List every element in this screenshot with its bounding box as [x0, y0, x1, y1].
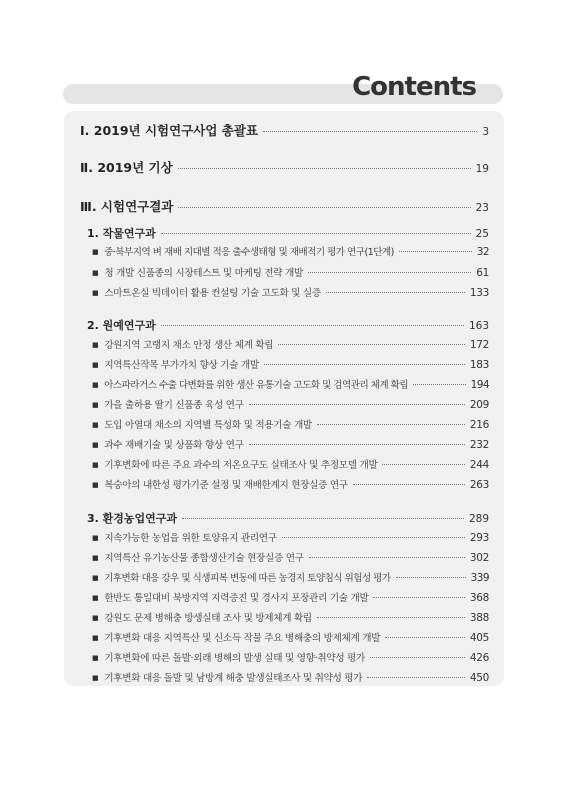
toc-page-number: 163 [468, 320, 489, 332]
toc-page-number: 232 [469, 439, 489, 451]
toc-page-number: 339 [470, 572, 489, 584]
toc-page-number: 194 [470, 379, 489, 391]
leader-dots [263, 131, 477, 132]
page-title: Contents [352, 72, 476, 102]
square-bullet-icon: ■ [92, 441, 99, 449]
leader-dots [249, 444, 465, 445]
toc-item[interactable] [92, 590, 489, 604]
toc-item[interactable] [92, 377, 489, 391]
square-bullet-icon: ■ [92, 381, 99, 389]
leader-dots [399, 251, 472, 252]
square-bullet-icon: ■ [92, 634, 99, 642]
toc-item[interactable] [92, 417, 489, 431]
leader-dots [308, 272, 471, 273]
square-bullet-icon: ■ [92, 289, 99, 297]
toc-subsection-label: 2. 원예연구과 [87, 319, 156, 332]
toc-item-label: 가을 출하용 딸기 신품종 육성 연구 [104, 400, 244, 411]
toc-item-label: 기후변화에 따른 돌발·외래 병해의 발생 실태 및 영향·취약성 평가 [104, 653, 365, 664]
toc-section-label: Ⅰ. 2019년 시험연구사업 총괄표 [80, 123, 258, 138]
leader-dots [367, 677, 465, 678]
toc-item-label: 청 개발 신품종의 시장테스트 및 마케팅 전략 개발 [104, 268, 303, 279]
toc-page-number: 289 [468, 513, 489, 525]
leader-dots [249, 404, 465, 405]
toc-section-label: Ⅱ. 2019년 기상 [80, 160, 173, 175]
leader-dots [317, 617, 465, 618]
toc-item-label: 강원지역 고랭지 채소 안정 생산 체계 확립 [104, 340, 274, 351]
leader-dots [278, 344, 465, 345]
leader-dots [317, 424, 465, 425]
square-bullet-icon: ■ [92, 361, 99, 369]
toc-page-number: 209 [469, 399, 489, 411]
toc-page-number: 3 [482, 126, 489, 138]
toc-item-label: 스마트온실 빅데이터 활용 컨설팅 기술 고도화 및 실증 [104, 288, 321, 299]
leader-dots [182, 518, 464, 519]
toc-page-number: 426 [469, 652, 489, 664]
square-bullet-icon: ■ [92, 674, 99, 682]
toc-page-number: 61 [476, 267, 489, 279]
toc-page-number: 405 [469, 632, 489, 644]
leader-dots [178, 207, 470, 208]
toc-subsection-label: 1. 작물연구과 [87, 227, 156, 240]
toc-page-number: 368 [469, 592, 489, 604]
leader-dots [309, 557, 465, 558]
square-bullet-icon: ■ [92, 421, 99, 429]
toc-section-label: Ⅲ. 시험연구결과 [80, 199, 174, 214]
square-bullet-icon: ■ [92, 401, 99, 409]
toc-page-number: 25 [475, 228, 489, 240]
toc-item-label: 지역특산 유기농산물 종합생산기술 현장실증 연구 [104, 553, 304, 564]
leader-dots [326, 292, 465, 293]
toc-item[interactable] [92, 357, 489, 371]
toc-page-number: 263 [469, 479, 489, 491]
square-bullet-icon: ■ [92, 574, 99, 582]
toc-subsection-3[interactable] [87, 510, 489, 526]
toc-item[interactable] [92, 337, 489, 351]
toc-item-label: 강원도 문제 병해충 방생실태 조사 및 방제체계 확립 [104, 613, 312, 624]
leader-dots [161, 233, 471, 234]
toc-item-label: 기후변화 대응 돌발 및 남방계 해충 발생실태조사 및 취약성 평가 [104, 673, 363, 684]
toc-item-label: 지속가능한 농업을 위한 토양유지 관리연구 [104, 533, 277, 544]
square-bullet-icon: ■ [92, 481, 99, 489]
toc-page-number: 293 [469, 532, 489, 544]
toc-item-label: 한반도 통일대비 북방지역 지력증진 및 경사지 포장관리 기술 개발 [104, 593, 369, 604]
toc-item[interactable] [92, 265, 489, 279]
leader-dots [264, 364, 465, 365]
leader-dots [353, 484, 465, 485]
toc-section-2[interactable] [80, 158, 489, 176]
toc-page-number: 133 [469, 287, 489, 299]
square-bullet-icon: ■ [92, 554, 99, 562]
toc-item-label: 중·북부지역 벼 재배 지대별 적응 출수생태형 및 재배적기 평가 연구(1단계) [104, 247, 394, 258]
toc-page-number: 19 [475, 163, 489, 175]
leader-dots [385, 637, 465, 638]
toc-page-number: 450 [469, 672, 489, 684]
toc-item[interactable] [92, 397, 489, 411]
toc-item[interactable] [92, 610, 489, 624]
square-bullet-icon: ■ [92, 534, 99, 542]
toc-page-number: 216 [469, 419, 489, 431]
leader-dots [413, 384, 466, 385]
leader-dots [370, 657, 465, 658]
toc-section-3[interactable] [80, 197, 489, 215]
toc-item-label: 기후변화 대응 지역특산 및 신소득 작물 주요 병해충의 방제체계 개발 [104, 633, 381, 644]
toc-page-number: 172 [469, 339, 489, 351]
toc-page-number: 32 [476, 246, 489, 258]
toc-item[interactable] [92, 437, 489, 451]
leader-dots [282, 537, 465, 538]
toc-item[interactable] [92, 457, 489, 471]
leader-dots [373, 597, 464, 598]
toc-item[interactable] [92, 570, 489, 584]
square-bullet-icon: ■ [92, 654, 99, 662]
square-bullet-icon: ■ [92, 614, 99, 622]
square-bullet-icon: ■ [92, 594, 99, 602]
toc-item-label: 기후변화 대응 강우 및 식생피복 변동에 따른 농경지 토양침식 위험성 평가 [104, 573, 391, 584]
toc-item[interactable] [92, 550, 489, 564]
square-bullet-icon: ■ [92, 461, 99, 469]
toc-page-number: 244 [469, 459, 489, 471]
toc-section-1[interactable] [80, 121, 489, 139]
toc-page-number: 183 [469, 359, 489, 371]
toc-item-label: 아스파라거스 수출 다변화를 위한 생산 유통기술 고도화 및 검역관리 체계 확립 [104, 380, 409, 391]
leader-dots [396, 577, 466, 578]
toc-item[interactable] [92, 244, 489, 258]
toc-item-label: 복숭아의 내한성 평가기준 설정 및 재배한계지 현장실증 연구 [104, 480, 348, 491]
toc-item[interactable] [92, 630, 489, 644]
toc-item[interactable] [92, 670, 489, 684]
toc-item[interactable] [92, 650, 489, 664]
toc-subsection-label: 3. 환경농업연구과 [87, 512, 178, 525]
toc-page-number: 302 [469, 552, 489, 564]
toc-page-number: 23 [475, 202, 489, 214]
square-bullet-icon: ■ [92, 269, 99, 277]
toc-item-label: 과수 재배기술 및 상품화 향상 연구 [104, 440, 244, 451]
toc-subsection-2[interactable] [87, 317, 489, 333]
toc-item[interactable] [92, 530, 489, 544]
toc-page-number: 388 [469, 612, 489, 624]
toc-item[interactable] [92, 285, 489, 299]
toc-item[interactable] [92, 477, 489, 491]
toc-item-label: 지역특산작목 부가가치 향상 기술 개발 [104, 360, 259, 371]
square-bullet-icon: ■ [92, 341, 99, 349]
toc-item-label: 기후변화에 따른 주요 과수의 저온요구도 실태조사 및 추정모델 개발 [104, 460, 378, 471]
toc-subsection-1[interactable] [87, 225, 489, 241]
toc-item-label: 도입 아열대 채소의 지역별 특성화 및 적용기술 개발 [104, 420, 312, 431]
leader-dots [178, 168, 471, 169]
leader-dots [161, 325, 464, 326]
leader-dots [382, 464, 464, 465]
square-bullet-icon: ■ [92, 248, 99, 256]
